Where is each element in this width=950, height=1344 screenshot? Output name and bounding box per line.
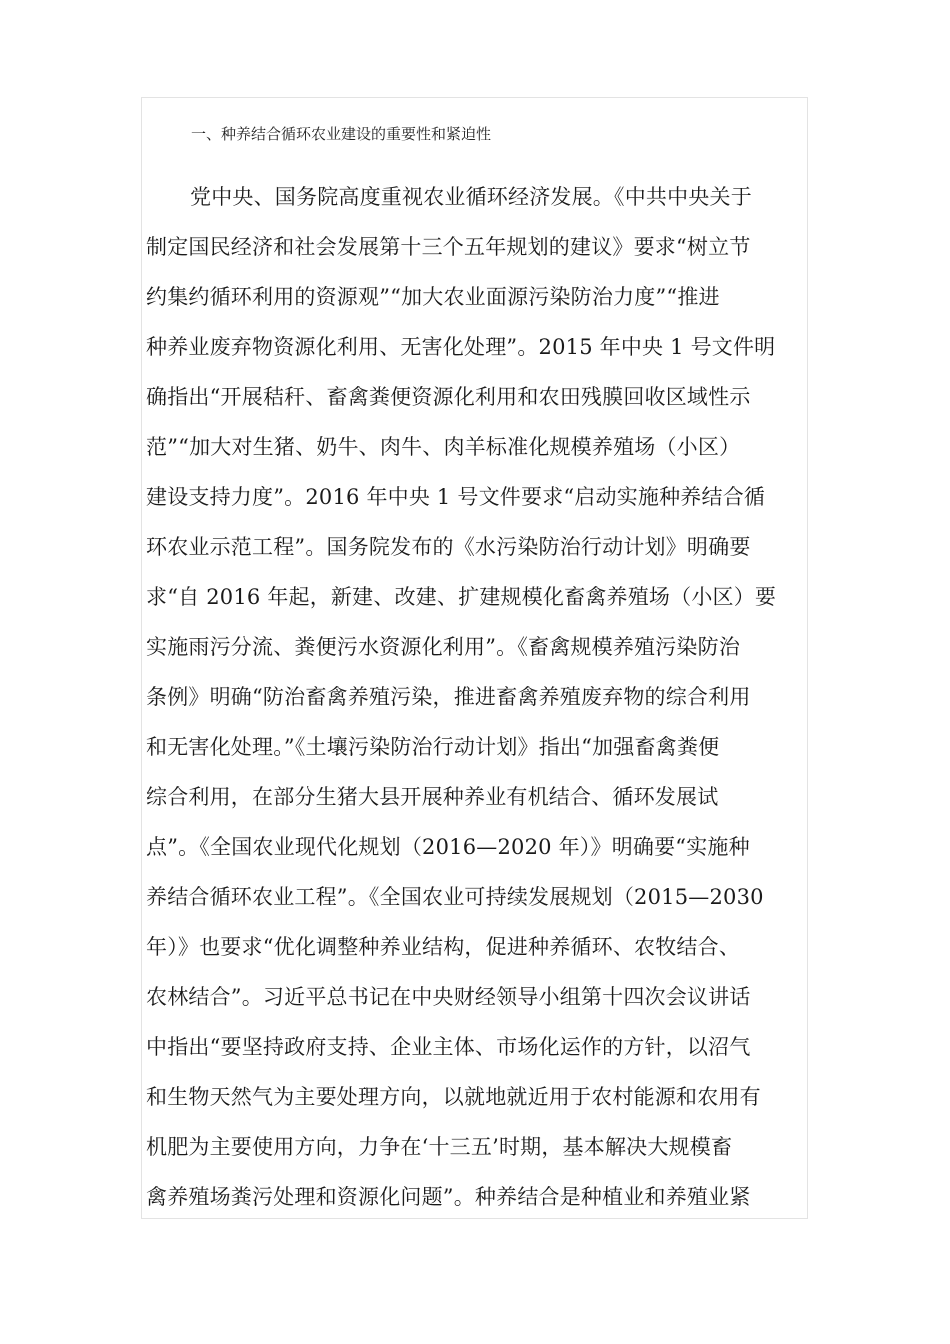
- paragraph-line: 种养业废弃物资源化利用、无害化处理”。2015 年中央 1 号文件明: [146, 335, 776, 359]
- paragraph-line: 党中央、国务院高度重视农业循环经济发展。《中共中央关于: [190, 185, 752, 209]
- paragraph-line: 制定国民经济和社会发展第十三个五年规划的建议》要求“树立节: [146, 235, 751, 259]
- paragraph-line: 和生物天然气为主要处理方向，以就地就近用于农村能源和农用有: [146, 1085, 761, 1109]
- paragraph-line: 范”“加大对生猪、奶牛、肉牛、肉羊标准化规模养殖场（小区）: [146, 435, 741, 459]
- paragraph-line: 农林结合”。习近平总书记在中央财经领导小组第十四次会议讲话: [146, 985, 751, 1009]
- paragraph-line: 养结合循环农业工程”。《全国农业可持续发展规划（2015—2030: [146, 885, 764, 909]
- body-paragraph: [146, 177, 806, 1227]
- section-heading: 一、种养结合循环农业建设的重要性和紧迫性: [191, 125, 492, 143]
- paragraph-line: 求“自 2016 年起，新建、改建、扩建规模化畜禽养殖场（小区）要: [146, 585, 777, 609]
- paragraph-line: 中指出“要坚持政府支持、企业主体、市场化运作的方针，以沼气: [146, 1035, 751, 1059]
- paragraph-line: 环农业示范工程”。国务院发布的《水污染防治行动计划》明确要: [146, 535, 751, 559]
- paragraph-line: 建设支持力度”。2016 年中央 1 号文件要求“启动实施种养结合循: [146, 485, 766, 509]
- paragraph-line: 约集约循环利用的资源观”“加大农业面源污染防治力度”“推进: [146, 285, 720, 309]
- paragraph-line: 禽养殖场粪污处理和资源化问题”。种养结合是种植业和养殖业紧: [146, 1185, 751, 1209]
- paragraph-line: 确指出“开展秸秆、畜禽粪便资源化利用和农田残膜回收区域性示: [146, 385, 751, 409]
- paragraph-line: 点”。《全国农业现代化规划（2016—2020 年）》明确要“实施种: [146, 835, 750, 859]
- paragraph-line: 和无害化处理。”《土壤污染防治行动计划》指出“加强畜禽粪便: [146, 735, 720, 759]
- paragraph-line: 综合利用，在部分生猪大县开展种养业有机结合、循环发展试: [146, 785, 719, 809]
- paragraph-line: 机肥为主要使用方向，力争在‘十三五’时期，基本解决大规模畜: [146, 1135, 733, 1159]
- paragraph-line: 年）》也要求“优化调整种养业结构，促进种养循环、农牧结合、: [146, 935, 741, 959]
- paragraph-line: 条例》明确“防治畜禽养殖污染，推进畜禽养殖废弃物的综合利用: [146, 685, 751, 709]
- paragraph-line: 实施雨污分流、粪便污水资源化利用”。《畜禽规模养殖污染防治: [146, 635, 741, 659]
